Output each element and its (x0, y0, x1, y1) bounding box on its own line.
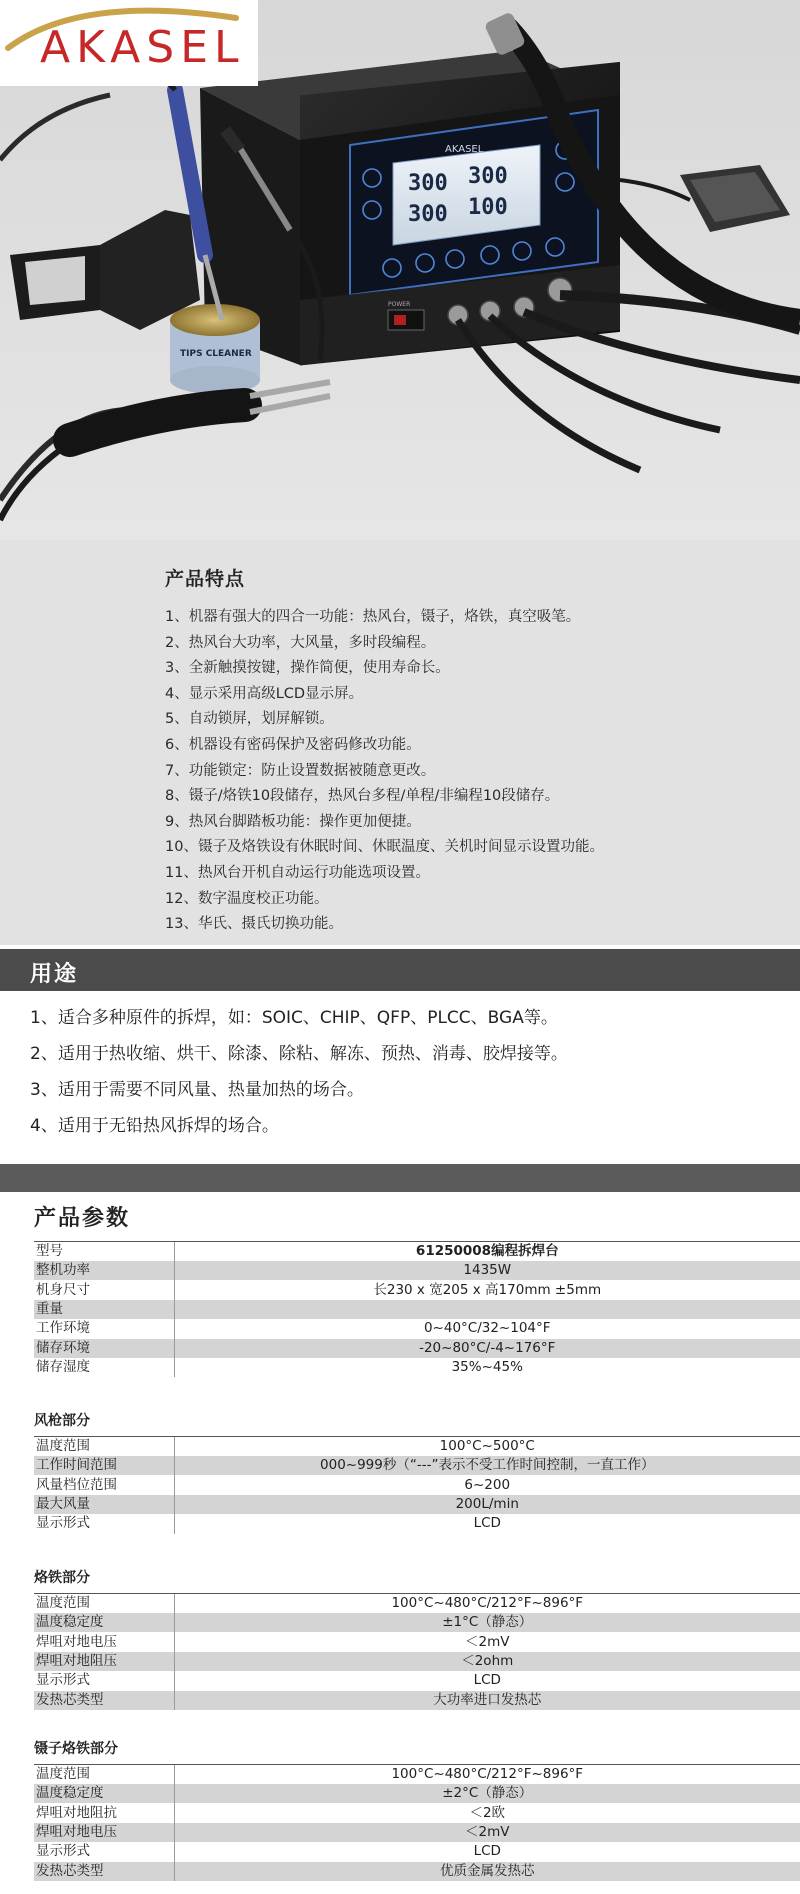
feature-item: 2、热风台大功率，大风量，多时段编程。 (165, 634, 436, 651)
table-row (34, 1823, 800, 1842)
spec-value: 35%~45% (174, 1358, 800, 1377)
use-item: 2、适用于热收缩、烘干、除漆、除粘、解冻、预热、消毒、胶焊接等。 (30, 1044, 568, 1064)
table-row (34, 1514, 800, 1533)
spec-value: ＜2欧 (174, 1803, 800, 1822)
spec-value: ＜2mV (174, 1823, 800, 1842)
spec-value: 6~200 (174, 1475, 800, 1494)
spec-key: 显示形式 (34, 1671, 174, 1690)
spec-key: 风量档位范围 (34, 1475, 174, 1494)
spec-key: 整机功率 (34, 1261, 174, 1280)
table-row (34, 1358, 800, 1377)
table-row (34, 1280, 800, 1299)
uses-title: 用途 (30, 962, 79, 987)
table-row (34, 1613, 800, 1632)
features-title: 产品特点 (165, 568, 246, 590)
spec-key: 焊咀对地阻抗 (34, 1803, 174, 1822)
lcd-readout-top-right: 300 (468, 164, 508, 189)
spec-value (174, 1300, 800, 1319)
spec-value: -20~80°C/-4~176°F (174, 1339, 800, 1358)
spec-key: 焊咀对地电压 (34, 1632, 174, 1651)
table-row (34, 1339, 800, 1358)
tweezer-spec-table (34, 1764, 800, 1881)
spec-value: 000~999秒（“---”表示不受工作时间控制，一直工作） (174, 1456, 800, 1475)
params-divider-bar (0, 1164, 800, 1192)
spec-value: 100°C~500°C (174, 1437, 800, 1457)
uses-list (30, 1000, 790, 1144)
spec-key: 型号 (34, 1242, 174, 1262)
spec-key: 重量 (34, 1300, 174, 1319)
spec-value: ±1°C（静态） (174, 1613, 800, 1632)
feature-item: 9、热风台脚踏板功能：操作更加便捷。 (165, 813, 421, 830)
spec-key: 温度稳定度 (34, 1613, 174, 1632)
params-title: 产品参数 (34, 1206, 131, 1231)
cleaner-label: TIPS CLEANER (180, 349, 252, 359)
table-row (34, 1691, 800, 1710)
spec-key: 焊咀对地阻压 (34, 1652, 174, 1671)
table-row (34, 1300, 800, 1319)
use-item: 4、适用于无铅热风拆焊的场合。 (30, 1116, 279, 1136)
table-row (34, 1475, 800, 1494)
spec-value: ＜2mV (174, 1632, 800, 1651)
feature-item: 4、显示采用高级LCD显示屏。 (165, 685, 364, 702)
table-row (34, 1319, 800, 1338)
feature-item: 5、自动锁屏，划屏解锁。 (165, 711, 334, 728)
table-row (34, 1765, 800, 1785)
spec-key: 温度范围 (34, 1437, 174, 1457)
spec-key: 储存环境 (34, 1339, 174, 1358)
feature-item: 1、机器有强大的四合一功能：热风台，镊子，烙铁，真空吸笔。 (165, 609, 581, 625)
table-row (34, 1652, 800, 1671)
spec-key: 最大风量 (34, 1495, 174, 1514)
uses-header-bar (0, 949, 800, 991)
hot-air-spec-table (34, 1436, 800, 1534)
spec-value: 优质金属发热芯 (174, 1862, 800, 1881)
spec-key: 发热芯类型 (34, 1691, 174, 1710)
table-row (34, 1242, 800, 1262)
panel-brand: AKASEL (445, 144, 484, 155)
spec-key: 工作时间范围 (34, 1456, 174, 1475)
iron-spec-table (34, 1593, 800, 1710)
spec-key: 发热芯类型 (34, 1862, 174, 1881)
feature-item: 12、数字温度校正功能。 (165, 890, 329, 907)
table-row (34, 1842, 800, 1861)
spec-value: ±2°C（静态） (174, 1784, 800, 1803)
product-hero (0, 0, 800, 945)
table-row (34, 1803, 800, 1822)
table-row (34, 1862, 800, 1881)
spec-key: 温度范围 (34, 1594, 174, 1614)
brand-name: AKASEL (40, 22, 245, 73)
features-list (165, 605, 765, 938)
features-section (165, 564, 765, 938)
use-item: 1、适合多种原件的拆焊，如：SOIC、CHIP、QFP、PLCC、BGA等。 (30, 1008, 558, 1028)
use-item: 3、适用于需要不同风量、热量加热的场合。 (30, 1080, 364, 1100)
spec-value: 大功率进口发热芯 (174, 1691, 800, 1710)
brand-logo (0, 0, 258, 86)
spec-key: 温度稳定度 (34, 1784, 174, 1803)
feature-item: 10、镊子及烙铁设有休眠时间、休眠温度、关机时间显示设置功能。 (165, 839, 604, 856)
feature-item: 7、功能锁定：防止设置数据被随意更改。 (165, 762, 436, 779)
spec-key: 焊咀对地电压 (34, 1823, 174, 1842)
spec-value: LCD (174, 1842, 800, 1861)
spec-value: 100°C~480°C/212°F~896°F (174, 1765, 800, 1785)
table-row (34, 1594, 800, 1614)
spec-value: LCD (174, 1671, 800, 1690)
feature-item: 8、镊子/烙铁10段储存，热风台多程/单程/非编程10段储存。 (165, 788, 560, 805)
feature-item: 6、机器设有密码保护及密码修改功能。 (165, 736, 421, 753)
table-row (34, 1784, 800, 1803)
tweezer-section-title: 镊子烙铁部分 (34, 1741, 118, 1757)
iron-section-title: 烙铁部分 (34, 1570, 90, 1586)
spec-value: 200L/min (174, 1495, 800, 1514)
feature-item: 11、热风台开机自动运行功能选项设置。 (165, 864, 430, 881)
spec-value: 长230 x 宽205 x 高170mm ±5mm (174, 1280, 800, 1299)
feature-item: 3、全新触摸按键，操作简便，使用寿命长。 (165, 660, 450, 677)
table-row (34, 1671, 800, 1690)
spec-value: 0~40°C/32~104°F (174, 1319, 800, 1338)
power-switch-label: POWER (388, 301, 411, 308)
spec-key: 显示形式 (34, 1514, 174, 1533)
spec-key: 储存湿度 (34, 1358, 174, 1377)
lcd-readout-top-left: 300 (408, 171, 448, 196)
spec-key: 机身尺寸 (34, 1280, 174, 1299)
table-row (34, 1437, 800, 1457)
feature-item: 13、华氏、摄氏切换功能。 (165, 916, 343, 933)
spec-value: 1435W (174, 1261, 800, 1280)
table-row (34, 1632, 800, 1651)
spec-key: 工作环境 (34, 1319, 174, 1338)
hot-air-section-title: 风枪部分 (34, 1413, 90, 1429)
table-row (34, 1495, 800, 1514)
spec-value: ＜2ohm (174, 1652, 800, 1671)
lcd-readout-bottom-right: 100 (468, 195, 508, 220)
table-row (34, 1456, 800, 1475)
spec-value: 61250008编程拆焊台 (174, 1242, 800, 1262)
spec-key: 显示形式 (34, 1842, 174, 1861)
general-spec-table (34, 1241, 800, 1377)
spec-value: LCD (174, 1514, 800, 1533)
table-row (34, 1261, 800, 1280)
spec-key: 温度范围 (34, 1765, 174, 1785)
spec-value: 100°C~480°C/212°F~896°F (174, 1594, 800, 1614)
lcd-readout-bottom-left: 300 (408, 202, 448, 227)
